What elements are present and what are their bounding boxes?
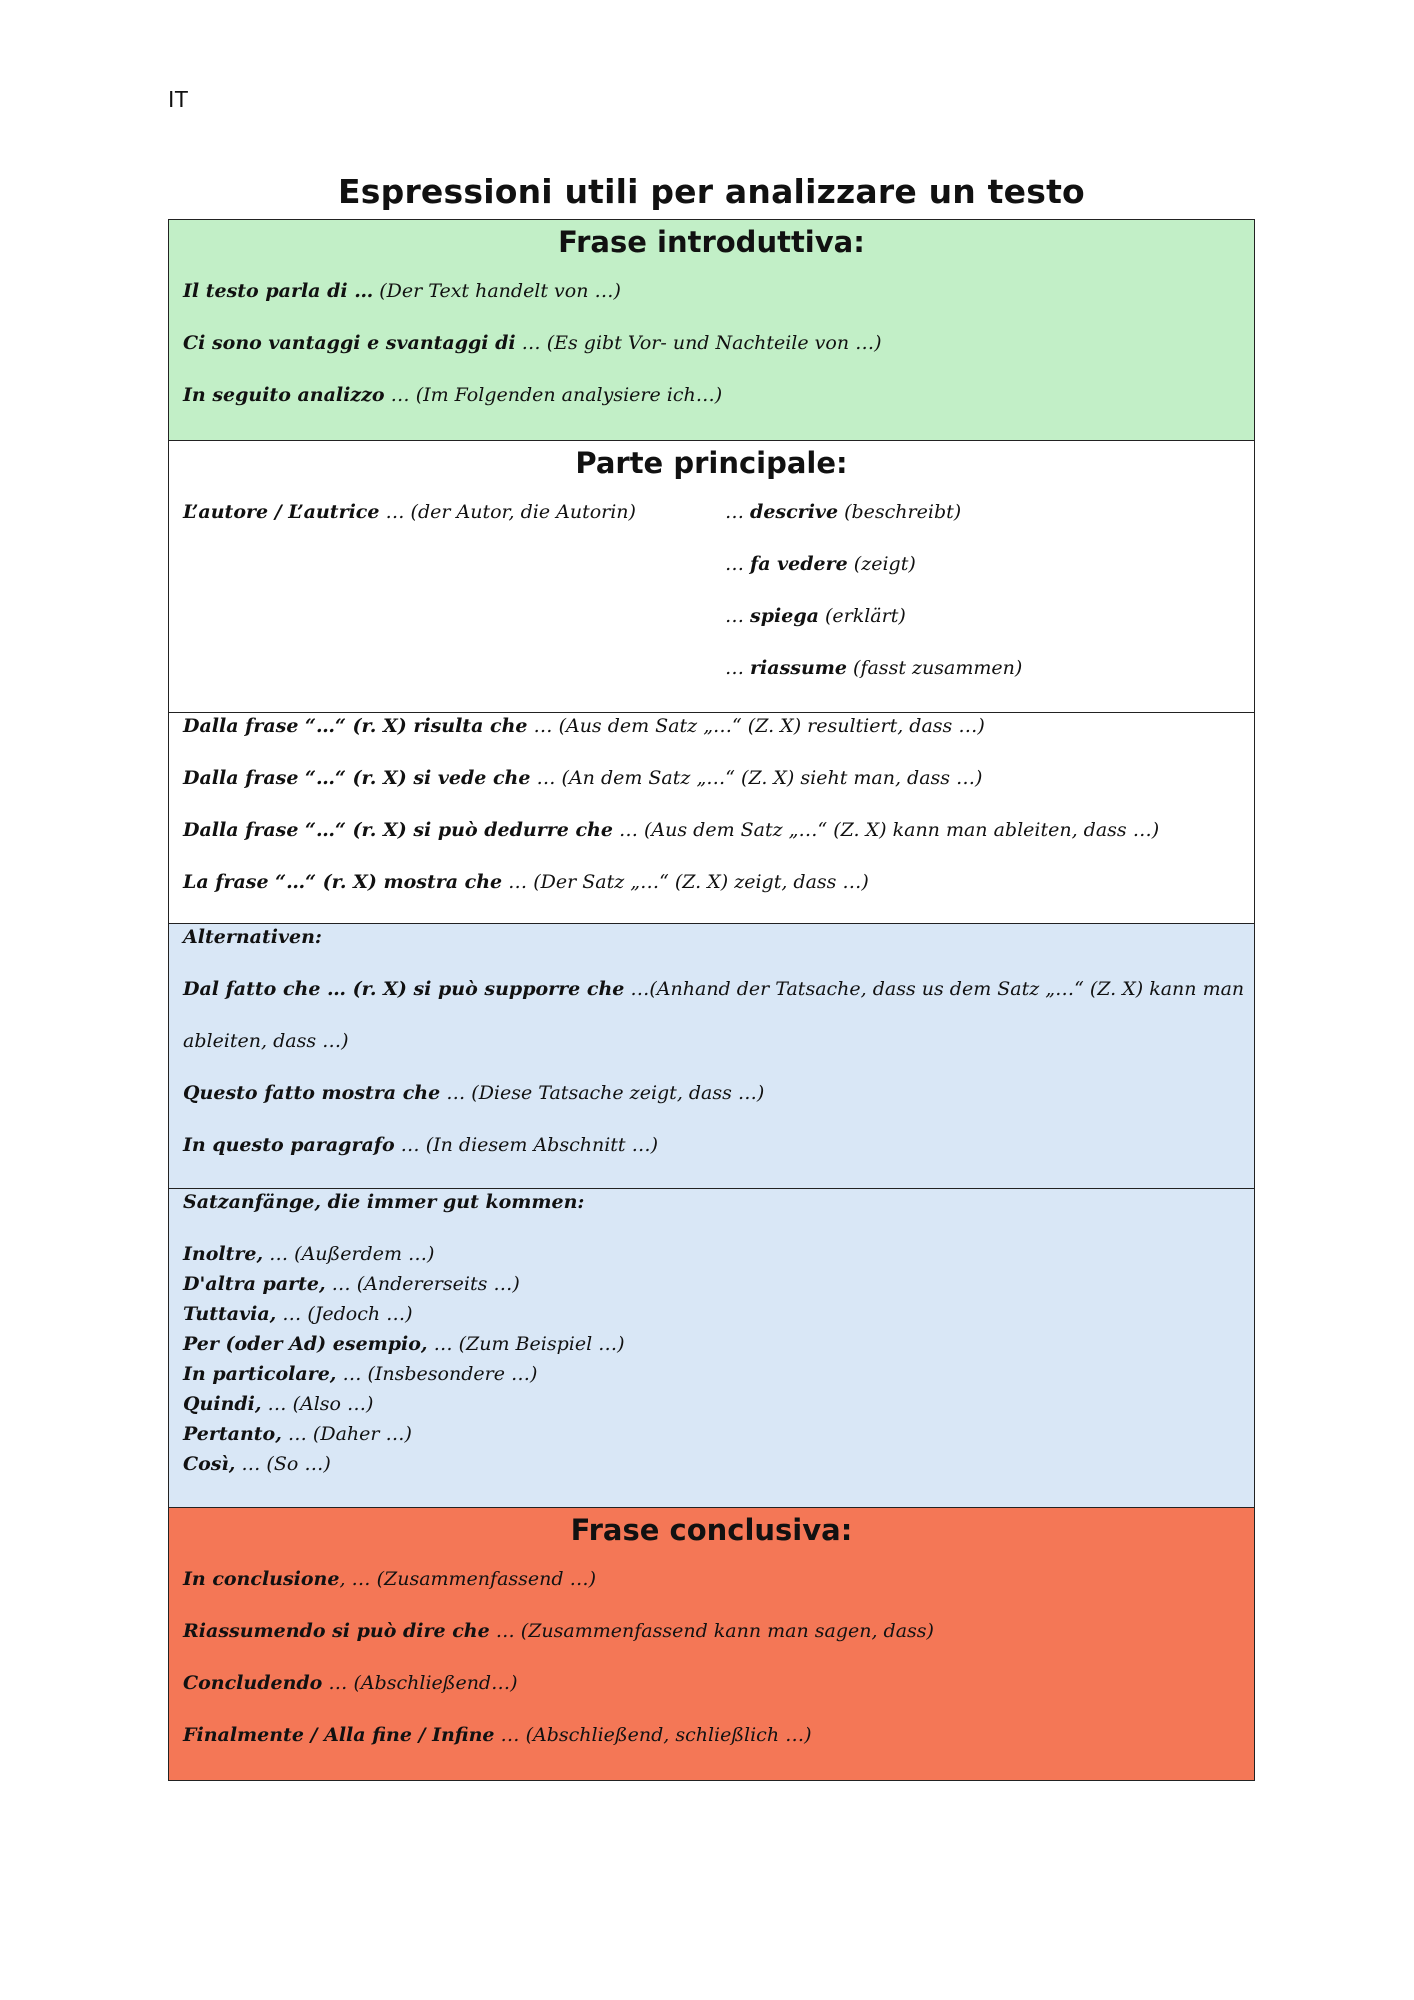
verb-line xyxy=(725,553,916,575)
phrase-italian: riassume xyxy=(750,657,847,679)
phrase-line xyxy=(183,384,722,406)
phrase-translation: (zeigt) xyxy=(847,553,916,575)
phrase-line xyxy=(183,1568,596,1590)
phrase-italian: Il testo parla di … xyxy=(183,280,374,302)
phrase-line xyxy=(183,1333,625,1355)
phrase-line xyxy=(183,332,882,354)
ellipsis: … xyxy=(725,501,751,523)
subject-line xyxy=(183,501,636,523)
phrase-line xyxy=(183,1363,537,1385)
phrase-line xyxy=(183,1672,518,1694)
subsection-heading-text: Alternativen: xyxy=(183,926,322,948)
phrase-translation: … (Außerdem …) xyxy=(263,1243,435,1265)
phrase-translation: … (Aus dem Satz „…“ (Z. X) resultiert, dass …) xyxy=(527,715,985,737)
phrase-translation: …(Anhand der Tatsache, dass us dem Satz „…“ (Z. X) kann man xyxy=(624,978,1245,1000)
verb-line xyxy=(725,605,906,627)
phrase-line xyxy=(183,1423,412,1445)
phrase-line xyxy=(183,280,621,302)
phrase-translation: … (Im Folgenden analysiere ich…) xyxy=(384,384,723,406)
phrase-translation: (Der Text handelt von …) xyxy=(373,280,621,302)
section-heading: Frase conclusiva: xyxy=(570,1513,853,1547)
section-conclusion xyxy=(169,1507,1254,1780)
section-intro xyxy=(169,220,1254,440)
phrase-translation: … (Andererseits …) xyxy=(325,1273,520,1295)
phrase-line xyxy=(183,1082,764,1104)
phrase-line xyxy=(183,819,1159,841)
phrase-italian: L’autore / L’autrice xyxy=(183,501,380,523)
section-heading: Frase introduttiva: xyxy=(558,225,865,259)
phrase-line xyxy=(183,1243,434,1265)
phrase-translation: … (Diese Tatsache zeigt, dass …) xyxy=(440,1082,765,1104)
phrase-italian: Inoltre, xyxy=(183,1243,264,1265)
phrase-line xyxy=(183,1453,331,1475)
section-sentence-starters xyxy=(169,1188,1254,1507)
phrase-italian: Concludendo xyxy=(183,1672,323,1694)
phrase-translation: … (Der Satz „…“ (Z. X) zeigt, dass …) xyxy=(502,871,869,893)
phrase-translation: … (Insbesondere …) xyxy=(336,1363,538,1385)
phrase-translation: … (Abschließend, schließlich …) xyxy=(494,1724,812,1746)
phrase-italian: In questo paragrafo xyxy=(183,1134,395,1156)
subsection-heading xyxy=(183,926,322,948)
phrase-translation: … (Jedoch …) xyxy=(276,1303,413,1325)
phrase-italian: Dalla frase “…“ (r. X) si vede che xyxy=(183,767,531,789)
phrase-italian: Dal fatto che … (r. X) si può supporre che xyxy=(183,978,625,1000)
phrase-italian: Così, xyxy=(183,1453,236,1475)
phrase-translation: … (Zum Beispiel …) xyxy=(427,1333,625,1355)
phrase-italian: Quindi, xyxy=(183,1393,262,1415)
ellipsis: … xyxy=(725,657,751,679)
phrase-line xyxy=(183,1273,520,1295)
phrase-translation: … (Es gibt Vor- und Nachteile von …) xyxy=(515,332,882,354)
phrase-translation: (erklärt) xyxy=(818,605,906,627)
phrase-italian: Questo fatto mostra che xyxy=(183,1082,441,1104)
phrase-translation: … (Abschließend…) xyxy=(322,1672,518,1694)
phrase-translation: … (An dem Satz „…“ (Z. X) sieht man, dass …) xyxy=(530,767,983,789)
phrase-italian: Tuttavia, xyxy=(183,1303,277,1325)
phrase-translation: (fasst zusammen) xyxy=(847,657,1023,679)
section-heading: Parte principale: xyxy=(575,446,848,480)
phrase-line xyxy=(183,1724,812,1746)
phrase-translation: … (In diesem Abschnitt …) xyxy=(394,1134,658,1156)
phrase-italian: spiega xyxy=(750,605,819,627)
section-main xyxy=(169,440,1254,712)
phrase-line xyxy=(183,1030,349,1052)
phrase-translation: … (So …) xyxy=(235,1453,331,1475)
phrase-translation: ableiten, dass …) xyxy=(183,1030,349,1052)
phrase-italian: Finalmente / Alla fine / Infine xyxy=(183,1724,495,1746)
phrase-italian: In seguito analizzo xyxy=(183,384,385,406)
phrase-translation: … (der Autor, die Autorin) xyxy=(379,501,636,523)
ellipsis: … xyxy=(725,605,751,627)
phrase-italian: fa vedere xyxy=(750,553,848,575)
phrase-italian: La frase “…“ (r. X) mostra che xyxy=(183,871,503,893)
phrase-translation: … (Aus dem Satz „…“ (Z. X) kann man ableiten, dass …) xyxy=(612,819,1160,841)
phrase-line xyxy=(183,1303,413,1325)
section-sentences xyxy=(169,712,1254,923)
phrase-italian: Pertanto, xyxy=(183,1423,282,1445)
phrase-translation: … (Daher …) xyxy=(281,1423,412,1445)
verb-line xyxy=(725,657,1022,679)
phrase-italian: In conclusione xyxy=(183,1568,340,1590)
phrase-translation: , … (Zusammenfassend …) xyxy=(339,1568,596,1590)
ellipsis: … xyxy=(725,553,751,575)
phrase-line xyxy=(183,767,982,789)
subsection-heading xyxy=(183,1191,584,1213)
phrase-italian: Riassumendo si può dire che xyxy=(183,1620,490,1642)
phrase-line xyxy=(183,871,869,893)
phrase-line xyxy=(183,1620,934,1642)
phrase-line xyxy=(183,1393,373,1415)
phrase-italian: Dalla frase “…“ (r. X) si può dedurre che xyxy=(183,819,613,841)
phrases-table xyxy=(168,219,1255,1781)
subsection-heading-text: Satzanfänge, die immer gut kommen: xyxy=(183,1191,585,1213)
phrase-italian: Ci sono vantaggi e svantaggi di xyxy=(183,332,516,354)
phrase-line xyxy=(183,1134,658,1156)
phrase-italian: Dalla frase “…“ (r. X) risulta che xyxy=(183,715,528,737)
phrase-translation: … (Also …) xyxy=(261,1393,374,1415)
phrase-italian: descrive xyxy=(750,501,839,523)
phrase-translation: (beschreibt) xyxy=(838,501,962,523)
phrase-translation: … (Zusammenfassend kann man sagen, dass) xyxy=(489,1620,934,1642)
page-title: Espressioni utili per analizzare un testo xyxy=(338,172,1085,211)
phrase-line xyxy=(183,715,985,737)
phrase-italian: In particolare, xyxy=(183,1363,337,1385)
phrase-italian: Per (oder Ad) esempio, xyxy=(183,1333,428,1355)
phrase-italian: D'altra parte, xyxy=(183,1273,326,1295)
section-alternatives xyxy=(169,923,1254,1188)
phrase-line xyxy=(183,978,1244,1000)
verb-line xyxy=(725,501,961,523)
language-tag: IT xyxy=(168,86,189,112)
